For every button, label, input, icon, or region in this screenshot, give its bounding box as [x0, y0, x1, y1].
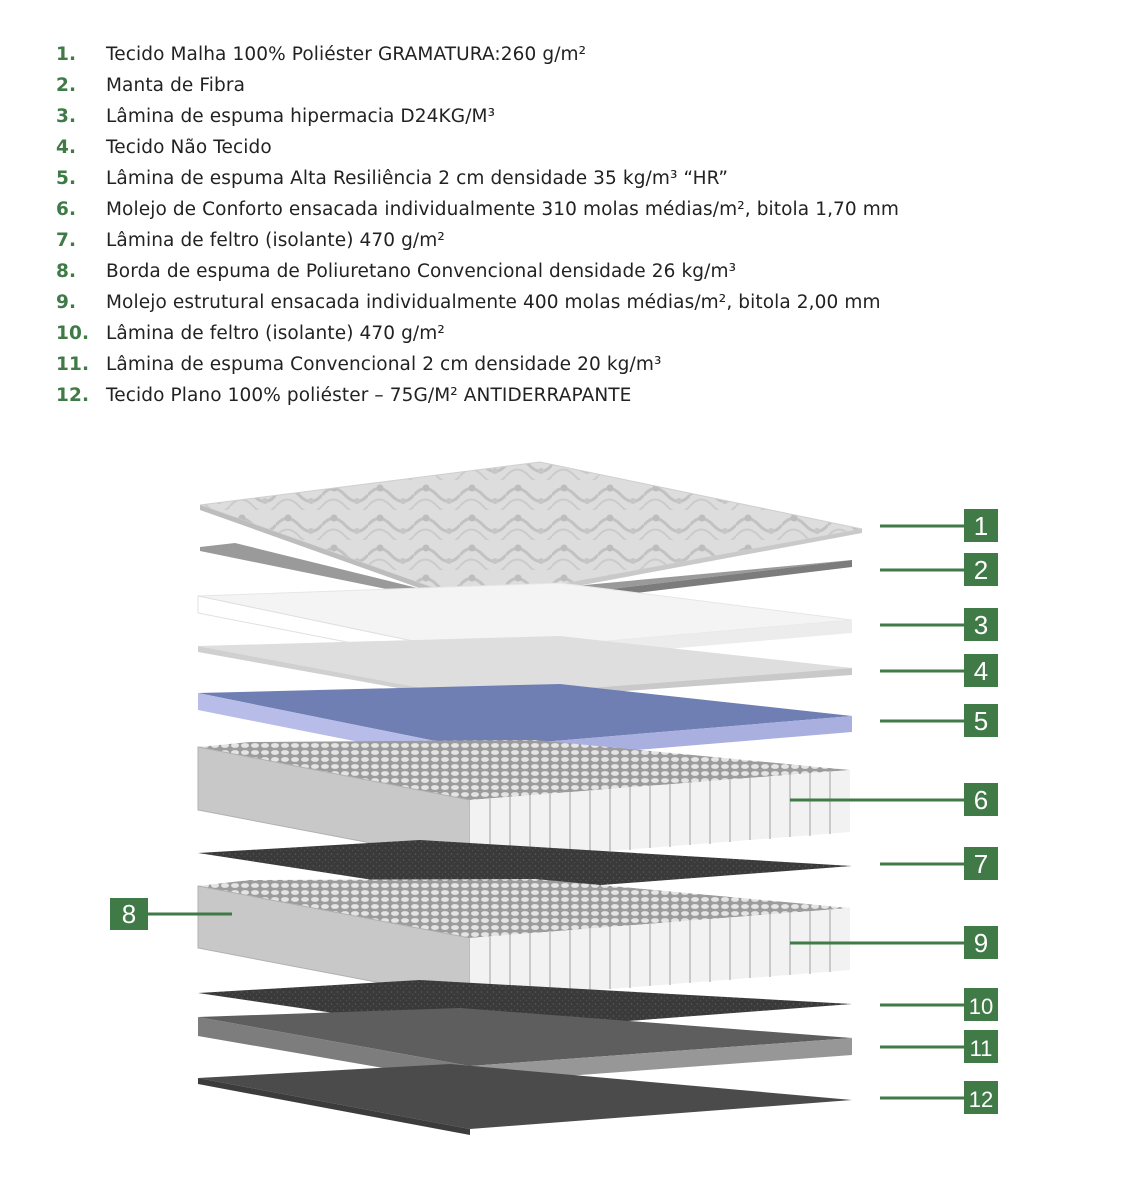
legend-label: Lâmina de espuma Convencional 2 cm densidade 20 kg/m³	[106, 354, 662, 375]
legend-number: 2.	[56, 75, 77, 96]
layer-9-structural-springs	[198, 879, 850, 1000]
layer-12-non-slip-fabric	[198, 1064, 852, 1135]
legend-label: Manta de Fibra	[106, 75, 246, 96]
legend-item	[56, 323, 899, 354]
legend-number: 10.	[56, 323, 90, 344]
legend-label: Borda de espuma de Poliuretano Convencional densidade 26 kg/m³	[106, 261, 737, 282]
legend-item	[56, 385, 899, 416]
legend-item	[56, 230, 899, 261]
legend-item	[56, 106, 899, 137]
badge-8	[110, 898, 148, 930]
badge-label: 6	[973, 785, 989, 815]
legend-item	[56, 261, 899, 292]
badge-label: 12	[968, 1087, 994, 1112]
legend-item	[56, 44, 899, 75]
legend-label: Tecido Não Tecido	[106, 137, 272, 158]
badge-label: 10	[968, 994, 994, 1019]
badge-6	[964, 783, 998, 816]
legend-label: Lâmina de espuma Alta Resiliência 2 cm densidade 35 kg/m³ “HR”	[106, 168, 729, 189]
legend-item	[56, 137, 899, 168]
badge-4	[964, 654, 998, 687]
badge-10	[964, 988, 998, 1021]
badge-label: 8	[121, 899, 137, 929]
legend-number: 5.	[56, 168, 77, 189]
legend-label: Lâmina de feltro (isolante) 470 g/m²	[106, 323, 445, 344]
legend-label: Lâmina de espuma hipermacia D24KG/M³	[106, 106, 496, 127]
badge-label: 2	[973, 555, 989, 585]
legend-item	[56, 75, 899, 106]
legend-item	[56, 168, 899, 199]
legend-number: 8.	[56, 261, 77, 282]
badge-label: 3	[973, 610, 989, 640]
legend-number: 11.	[56, 354, 90, 375]
layer-legend	[56, 44, 899, 416]
badge-11	[964, 1030, 998, 1063]
legend-label: Molejo estrutural ensacada individualmente 400 molas médias/m², bitola 2,00 mm	[106, 292, 881, 313]
legend-number: 3.	[56, 106, 77, 127]
legend-item	[56, 199, 899, 230]
badge-label: 9	[973, 928, 989, 958]
legend-label: Lâmina de feltro (isolante) 470 g/m²	[106, 230, 445, 251]
badge-9	[964, 926, 998, 959]
badge-5	[964, 704, 998, 737]
legend-item	[56, 292, 899, 323]
legend-label: Molejo de Conforto ensacada individualmente 310 molas médias/m², bitola 1,70 mm	[106, 199, 900, 220]
badge-label: 7	[973, 849, 989, 879]
legend-number: 6.	[56, 199, 77, 220]
badge-label: 5	[973, 706, 989, 736]
legend-label: Tecido Malha 100% Poliéster GRAMATURA:260 g/m²	[106, 44, 587, 65]
badge-label: 11	[969, 1036, 993, 1061]
legend-item	[56, 354, 899, 385]
legend-label: Tecido Plano 100% poliéster – 75G/M² ANTIDERRAPANTE	[106, 385, 632, 406]
badge-label: 1	[973, 511, 989, 541]
mattress-layers-diagram	[0, 440, 1121, 1200]
badge-3	[964, 608, 998, 641]
legend-number: 7.	[56, 230, 77, 251]
legend-number: 4.	[56, 137, 77, 158]
legend-number: 12.	[56, 385, 90, 406]
badge-1	[964, 509, 998, 542]
badge-12	[964, 1081, 998, 1114]
badge-7	[964, 847, 998, 880]
layer-6-comfort-springs	[198, 740, 850, 862]
badge-2	[964, 553, 998, 586]
badge-label: 4	[973, 656, 989, 686]
legend-number: 9.	[56, 292, 77, 313]
legend-number: 1.	[56, 44, 77, 65]
